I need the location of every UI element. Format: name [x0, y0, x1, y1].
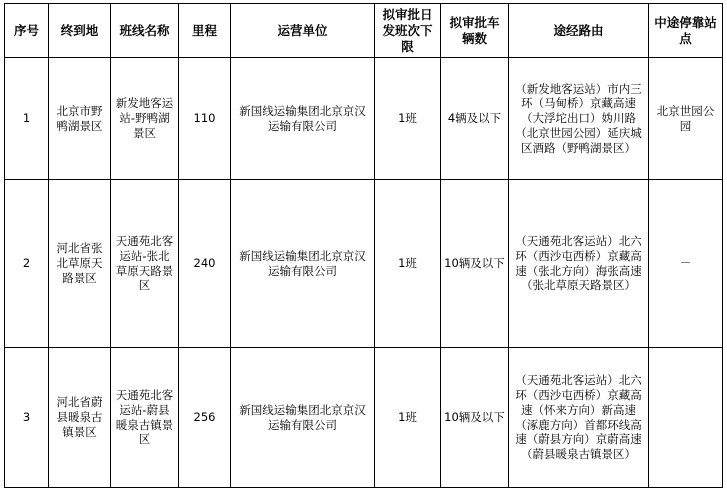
- column-header-min-shifts: 拟审批日发班次下限: [375, 4, 441, 58]
- table-header-row: [5, 4, 723, 58]
- cell-operator: 新国线运输集团北京京汉运输有限公司: [231, 180, 375, 348]
- column-header-stop: 中途停靠站点: [649, 4, 723, 58]
- document-page: [0, 3, 727, 495]
- cell-route: （天通苑北客运站）北六环（西沙屯西桥）京藏高速（怀来方向）新高速（涿鹿方向）首都环线高速（蔚县方向）京蔚高速（蔚县暖泉古镇景区）: [509, 348, 649, 488]
- cell-line-name: 新发地客运站-野鸭湖景区: [111, 58, 179, 180]
- cell-mileage: 256: [179, 348, 231, 488]
- cell-operator: 新国线运输集团北京京汉运输有限公司: [231, 58, 375, 180]
- cell-min-shifts: 1班: [375, 58, 441, 180]
- column-header-operator: 运营单位: [231, 4, 375, 58]
- cell-vehicles: 10辆及以下: [441, 348, 509, 488]
- cell-line-name: 天通苑北客运站-蔚县暖泉古镇景区: [111, 348, 179, 488]
- cell-vehicles: 4辆及以下: [441, 58, 509, 180]
- column-header-line-name: 班线名称: [111, 4, 179, 58]
- cell-destination: 北京市野鸭湖景区: [49, 58, 111, 180]
- cell-stop: 北京世园公园: [649, 58, 723, 180]
- cell-index: 3: [5, 348, 49, 488]
- table-row: [5, 348, 723, 488]
- cell-index: 2: [5, 180, 49, 348]
- cell-mileage: 240: [179, 180, 231, 348]
- route-approval-table: [4, 3, 723, 488]
- cell-route: （新发地客运站）市内三环（马甸桥）京藏高速（大浮坨出口）妫川路（北京世园公园）延庆城区酒路（野鸭湖景区）: [509, 58, 649, 180]
- column-header-index: 序号: [5, 4, 49, 58]
- cell-operator: 新国线运输集团北京京汉运输有限公司: [231, 348, 375, 488]
- column-header-route: 途经路由: [509, 4, 649, 58]
- cell-destination: 河北省张北草原天路景区: [49, 180, 111, 348]
- column-header-destination: 终到地: [49, 4, 111, 58]
- cell-index: 1: [5, 58, 49, 180]
- column-header-mileage: 里程: [179, 4, 231, 58]
- table-row: [5, 58, 723, 180]
- cell-mileage: 110: [179, 58, 231, 180]
- cell-vehicles: 10辆及以下: [441, 180, 509, 348]
- table-row: [5, 180, 723, 348]
- column-header-vehicles: 拟审批车辆数: [441, 4, 509, 58]
- cell-line-name: 天通苑北客运站-张北草原天路景区: [111, 180, 179, 348]
- cell-destination: 河北省蔚县暖泉古镇景区: [49, 348, 111, 488]
- cell-stop: －: [649, 180, 723, 348]
- cell-min-shifts: 1班: [375, 348, 441, 488]
- cell-stop: [649, 348, 723, 488]
- cell-route: （天通苑北客运站）北六环（西沙屯西桥）京藏高速（张北方向）海张高速（张北草原天路景区）: [509, 180, 649, 348]
- cell-min-shifts: 1班: [375, 180, 441, 348]
